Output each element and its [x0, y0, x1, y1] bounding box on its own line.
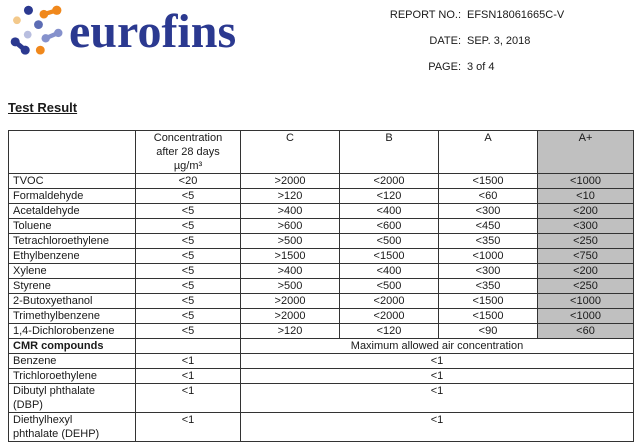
grade-b-value: <1500 [340, 249, 439, 264]
concentration-value: <5 [136, 219, 241, 234]
concentration-value: <5 [136, 264, 241, 279]
grade-c-value: >2000 [241, 294, 340, 309]
grade-c-value: >120 [241, 324, 340, 339]
table-row [9, 294, 634, 309]
grade-aplus-value: <60 [538, 324, 634, 339]
concentration-value: <5 [136, 204, 241, 219]
grade-c-value: >2000 [241, 174, 340, 189]
brand-logo [8, 4, 236, 59]
grade-c-value: >400 [241, 204, 340, 219]
concentration-value: <5 [136, 294, 241, 309]
compound-name-text: Diethylhexyl phthalate (DEHP) [13, 414, 100, 440]
grade-a-value: <90 [439, 324, 538, 339]
max-allowed-value: <1 [241, 354, 634, 369]
concentration-value: <5 [136, 309, 241, 324]
cmr-section-label: CMR compounds [9, 339, 136, 354]
grade-a-value: <300 [439, 204, 538, 219]
column-header-concentration [136, 131, 241, 174]
compound-name: TVOC [9, 174, 136, 189]
compound-name: Trichloroethylene [9, 369, 136, 384]
brand-wordmark: eurofins [69, 5, 237, 58]
report-date-label: DATE: [429, 35, 461, 47]
compound-name [9, 413, 136, 442]
table-header-row [9, 131, 634, 174]
concentration-value: <1 [136, 413, 241, 442]
concentration-value: <5 [136, 234, 241, 249]
compound-name: Trimethylbenzene [9, 309, 136, 324]
grade-b-value: <600 [340, 219, 439, 234]
table-row [9, 354, 634, 369]
grade-c-value: >400 [241, 264, 340, 279]
report-date-row [383, 35, 564, 47]
grade-b-value: <2000 [340, 174, 439, 189]
concentration-value: <1 [136, 384, 241, 413]
report-number-row [383, 9, 564, 21]
report-page-value: 3 of 4 [467, 61, 495, 73]
grade-b-value: <2000 [340, 309, 439, 324]
grade-aplus-value: <250 [538, 279, 634, 294]
report-number-value: EFSN18061665C-V [467, 9, 565, 21]
grade-a-value: <300 [439, 264, 538, 279]
compound-name [9, 384, 136, 413]
grade-a-value: <350 [439, 279, 538, 294]
compound-name: Acetaldehyde [9, 204, 136, 219]
max-allowed-value: <1 [241, 413, 634, 442]
grade-aplus-value: <1000 [538, 174, 634, 189]
grade-a-value: <1500 [439, 174, 538, 189]
molecule-dots-icon [8, 4, 64, 56]
cmr-merged-header: Maximum allowed air concentration [241, 339, 634, 354]
table-row [9, 309, 634, 324]
table-row [9, 279, 634, 294]
column-header-grade-b: B [340, 131, 439, 174]
report-number-label: REPORT NO.: [389, 9, 461, 21]
compound-name: Tetrachloroethylene [9, 234, 136, 249]
column-header-grade-aplus: A+ [538, 131, 634, 174]
grade-aplus-value: <300 [538, 219, 634, 234]
table-row [9, 174, 634, 189]
concentration-header-line: Concentration [153, 132, 223, 144]
compound-name: Benzene [9, 354, 136, 369]
concentration-header-line: µg/m³ [173, 160, 203, 172]
table-row [9, 384, 634, 413]
grade-aplus-value: <250 [538, 234, 634, 249]
cmr-empty-cell [136, 339, 241, 354]
column-header-compound [9, 131, 136, 174]
compound-name: 1,4-Dichlorobenzene [9, 324, 136, 339]
report-date-value: SEP. 3, 2018 [467, 35, 531, 47]
cmr-section-header-row [9, 339, 634, 354]
grade-b-value: <500 [340, 279, 439, 294]
grade-c-value: >2000 [241, 309, 340, 324]
compound-name: Styrene [9, 279, 136, 294]
section-title: Test Result [8, 100, 78, 115]
grade-a-value: <60 [439, 189, 538, 204]
column-header-grade-c: C [241, 131, 340, 174]
table-row [9, 189, 634, 204]
max-allowed-value: <1 [241, 369, 634, 384]
compound-name: Formaldehyde [9, 189, 136, 204]
concentration-value: <20 [136, 174, 241, 189]
test-result-table [8, 130, 634, 442]
column-header-grade-a: A [439, 131, 538, 174]
grade-a-value: <1500 [439, 309, 538, 324]
compound-name: Ethylbenzene [9, 249, 136, 264]
table-row [9, 219, 634, 234]
compound-name: Toluene [9, 219, 136, 234]
concentration-value: <1 [136, 354, 241, 369]
report-page-label: PAGE: [428, 61, 461, 73]
grade-aplus-value: <1000 [538, 294, 634, 309]
grade-aplus-value: <200 [538, 264, 634, 279]
concentration-value: <5 [136, 249, 241, 264]
grade-c-value: >120 [241, 189, 340, 204]
table-row [9, 204, 634, 219]
grade-a-value: <450 [439, 219, 538, 234]
grade-b-value: <2000 [340, 294, 439, 309]
grade-b-value: <400 [340, 204, 439, 219]
compound-name: Xylene [9, 264, 136, 279]
max-allowed-value: <1 [241, 384, 634, 413]
grade-a-value: <350 [439, 234, 538, 249]
table-row [9, 249, 634, 264]
report-info [383, 9, 564, 87]
grade-c-value: >500 [241, 279, 340, 294]
table-row [9, 234, 634, 249]
concentration-value: <5 [136, 189, 241, 204]
table-row [9, 324, 634, 339]
grade-aplus-value: <200 [538, 204, 634, 219]
grade-a-value: <1500 [439, 294, 538, 309]
grade-b-value: <500 [340, 234, 439, 249]
grade-aplus-value: <1000 [538, 309, 634, 324]
grade-a-value: <1000 [439, 249, 538, 264]
grade-b-value: <120 [340, 324, 439, 339]
grade-b-value: <400 [340, 264, 439, 279]
compound-name: 2-Butoxyethanol [9, 294, 136, 309]
report-page-row [383, 61, 564, 73]
table-row [9, 264, 634, 279]
concentration-value: <5 [136, 279, 241, 294]
grade-aplus-value: <10 [538, 189, 634, 204]
concentration-value: <5 [136, 324, 241, 339]
grade-b-value: <120 [340, 189, 439, 204]
grade-c-value: >500 [241, 234, 340, 249]
compound-name-text: Dibutyl phthalate (DBP) [13, 385, 95, 411]
concentration-header-line: after 28 days [156, 146, 220, 158]
table-row [9, 369, 634, 384]
concentration-value: <1 [136, 369, 241, 384]
grade-aplus-value: <750 [538, 249, 634, 264]
table-row [9, 413, 634, 442]
grade-c-value: >600 [241, 219, 340, 234]
grade-c-value: >1500 [241, 249, 340, 264]
